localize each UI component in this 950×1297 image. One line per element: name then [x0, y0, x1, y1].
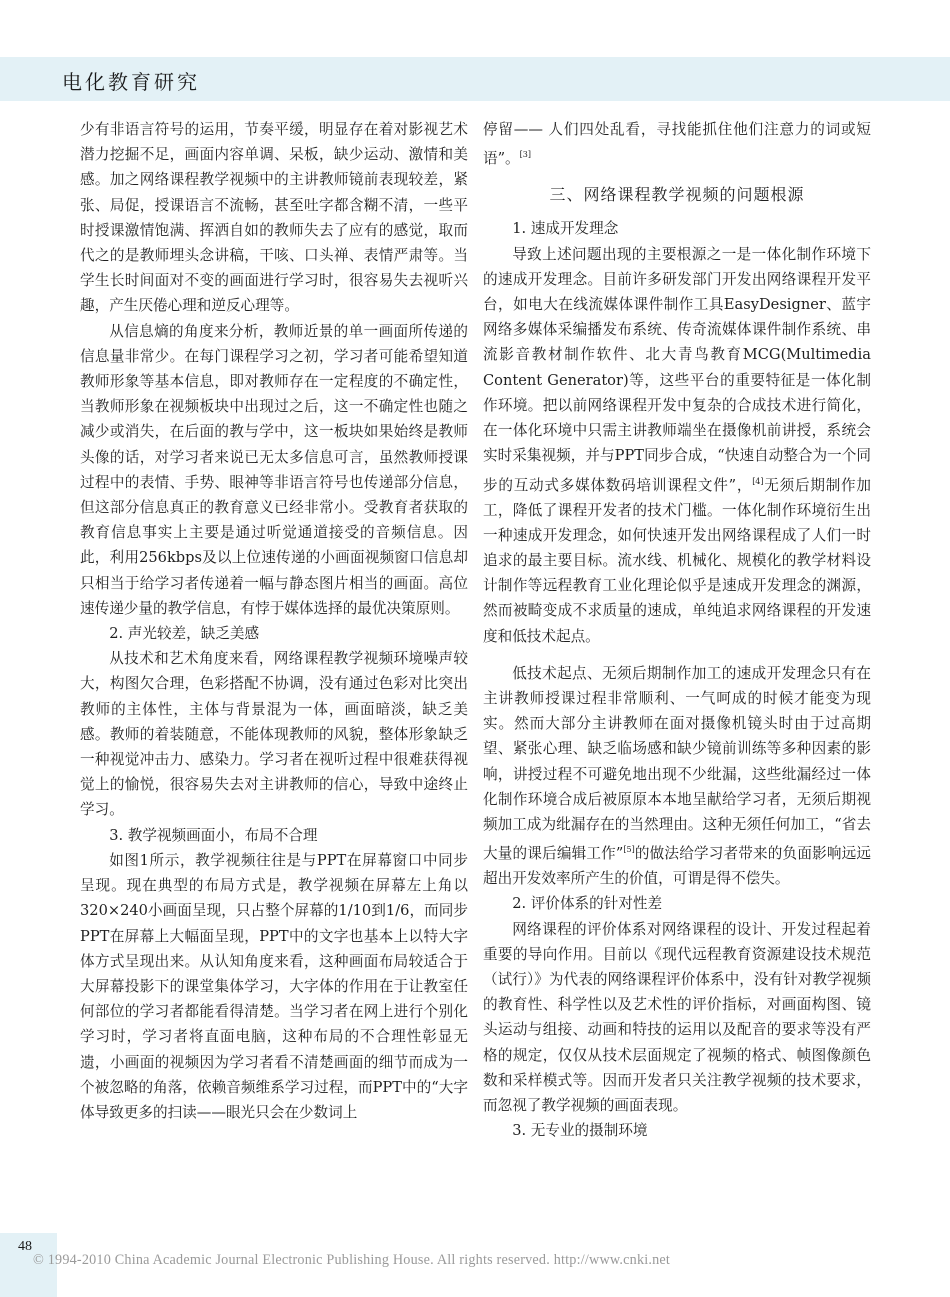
copyright-notice: © 1994-2010 China Academic Journal Electronic Publishing House. All rights reserved. http://www.cnki.net [33, 1252, 671, 1268]
paragraph: 网络课程的评价体系对网络课程的设计、开发过程起着重要的导向作用。目前以《现代远程教育资源建设技术规范（试行）》为代表的网络课程评价体系中，没有针对教学视频的教育性、科学性以及艺术性的评价指标，对画面构图、镜头运动与组接、动画和特技的运用以及配音的要求等没有严格的规定，仅仅从技术层面规定了视频的格式、帧图像颜色数和采样模式等。因而开发者只关注教学视频的技术要求，而忽视了教学视频的画面表现。 [483, 920, 871, 1115]
journal-title: 电化教育研究 [62, 70, 200, 94]
citation-ref: [4] [752, 476, 764, 486]
subheading: 3. 无专业的摄制环境 [512, 1122, 648, 1140]
left-column [80, 117, 468, 1125]
right-column [483, 117, 871, 1144]
paragraph-text: 导致上述问题出现的主要根源之一是一体化制作环境下的速成开发理念。目前许多研发部门开发出网络课程开发平台，如电大在线流媒体课件制作工具EasyDesigner、蓝宇网络多媒体采编播发布系统、传奇流媒体课件制作系统、串流影音教材制作软件、北大青鸟教育MCG(Multimedia Content Generator)等，这些平台的重要特征是一体化制作环境。把以前网络课程开发中复杂的合成技术进行简化，在一体化环境中只需主讲教师端坐在摄像机前讲授，系统会实时采集视频，并与PPT同步合成，“快速自动整合为一个同步的互动式多媒体数码培训课程文件”， [483, 245, 871, 494]
subheading: 1. 速成开发理念 [512, 220, 619, 238]
subheading: 2. 声光较差，缺乏美感 [109, 625, 260, 643]
section-heading: 三、网络课程教学视频的问题根源 [549, 185, 805, 205]
paragraph: 从信息熵的角度来分析，教师近景的单一画面所传递的信息量非常少。在每门课程学习之初，学习者可能希望知道教师形象等基本信息，即对教师存在一定程度的不确定性，当教师形象在视频板块中出现过之后，这一不确定性也随之减少或消失，在后面的教与学中，这一板块如果始终是教师头像的话，对学习者来说已无太多信息可言，虽然教师授课过程中的表情、手势、眼神等非语言符号也传递部分信息，但这部分信息真正的教育意义已经非常小。受教育者获取的教育信息事实上主要是通过听觉通道接受的音频信息。因此，利用256kbps及以上位速传递的小画面视频窗口信息却只相当于给学习者传递着一幅与静态图片相当的画面。高位速传递少量的教学信息，有悖于媒体选择的最优决策原则。 [80, 322, 468, 617]
subheading: 3. 教学视频画面小，布局不合理 [109, 826, 318, 844]
paragraph: 少有非语言符号的运用，节奏平缓，明显存在着对影视艺术潜力挖掘不足，画面内容单调、呆板，缺少运动、激情和美感。加之网络课程教学视频中的主讲教师镜前表现较差，紧张、局促，授课语言不流畅，甚至吐字都含糊不清，一些平时授课激情饱满、挥洒自如的教师失去了应有的感觉，取而代之的是教师埋头念讲稿，干咳、口头禅、表情严肃等。当学生长时间面对不变的画面进行学习时，很容易失去视听兴趣，产生厌倦心理和逆反心理等。 [80, 121, 468, 315]
paragraph [483, 242, 871, 649]
paragraph-text: 的做法给学习者带来的负面影响远远超出开发效率所产生的价值，可谓是得不偿失。 [483, 845, 871, 888]
paragraph: 如图1所示，教学视频往往是与PPT在屏幕窗口中同步呈现。现在典型的布局方式是，教学视频在屏幕左上角以320×240小画面呈现，只占整个屏幕的1/10到1/6，而同步PPT在屏幕上大幅面呈现，PPT中的文字也基本上以特大字体方式呈现出来。从认知角度来看，这种画面布局较适合于大屏幕投影下的课堂集体学习，大字体的作用在于让教室任何部位的学习者都能看得清楚。当学习者在网上进行个别化学习时，学习者将直面电脑，这种布局的不合理性彰显无遗，小画面的视频因为学习者看不清楚画面的细节而成为一个被忽略的角落，依赖音频维系学习过程，而PPT中的“大字体导致更多的扫读——眼光只会在少数词上 [80, 851, 468, 1121]
paragraph-text: 低技术起点、无须后期制作加工的速成开发理念只有在主讲教师授课过程非常顺利、一气呵成的时候才能变为现实。然而大部分主讲教师在面对摄像机镜头时由于过高期望、紧张心理、缺乏临场感和缺少镜前训练等多种因素的影响，讲授过程不可避免地出现不少纰漏，这些纰漏经过一体化制作环境合成后被原原本本地呈献给学习者，无须后期视频加工成为纰漏存在的当然理由。这种无须任何加工，“省去大量的课后编辑工作” [483, 664, 871, 863]
paragraph [483, 661, 871, 892]
subheading: 2. 评价体系的针对性差 [512, 895, 663, 913]
page-number: 48 [18, 1239, 32, 1254]
paragraph-text: 停留—— 人们四处乱看，寻找能抓住他们注意力的词或短语”。 [483, 121, 871, 168]
paragraph: 从技术和艺术角度来看，网络课程教学视频环境噪声较大，构图欠合理，色彩搭配不协调，没有通过色彩对比突出教师的主体性，主体与背景混为一体，画面暗淡，缺乏美感。教师的着装随意，不能体现教师的风貌，整体形象缺乏一种视觉冲击力、感染力。学习者在视听过程中很难获得视觉上的愉悦，很容易失去对主讲教师的信心，导致中途终止学习。 [80, 650, 468, 819]
citation-ref: [5] [623, 845, 635, 855]
paragraph [483, 117, 871, 171]
citation-ref: [3] [519, 150, 531, 160]
paragraph-text: 无须后期制作加工，降低了课程开发者的技术门槛。一体化制作环境衍生出一种速成开发理念，如何快速开发出网络课程成了人们一时追求的最主要目标。流水线、机械化、规模化的教学材料设计制作等远程教育工业化理论似乎是速成开发理念的渊源，然而被畸变成不求质量的速成，单纯追求网络课程的开发速度和低技术起点。 [483, 476, 871, 645]
